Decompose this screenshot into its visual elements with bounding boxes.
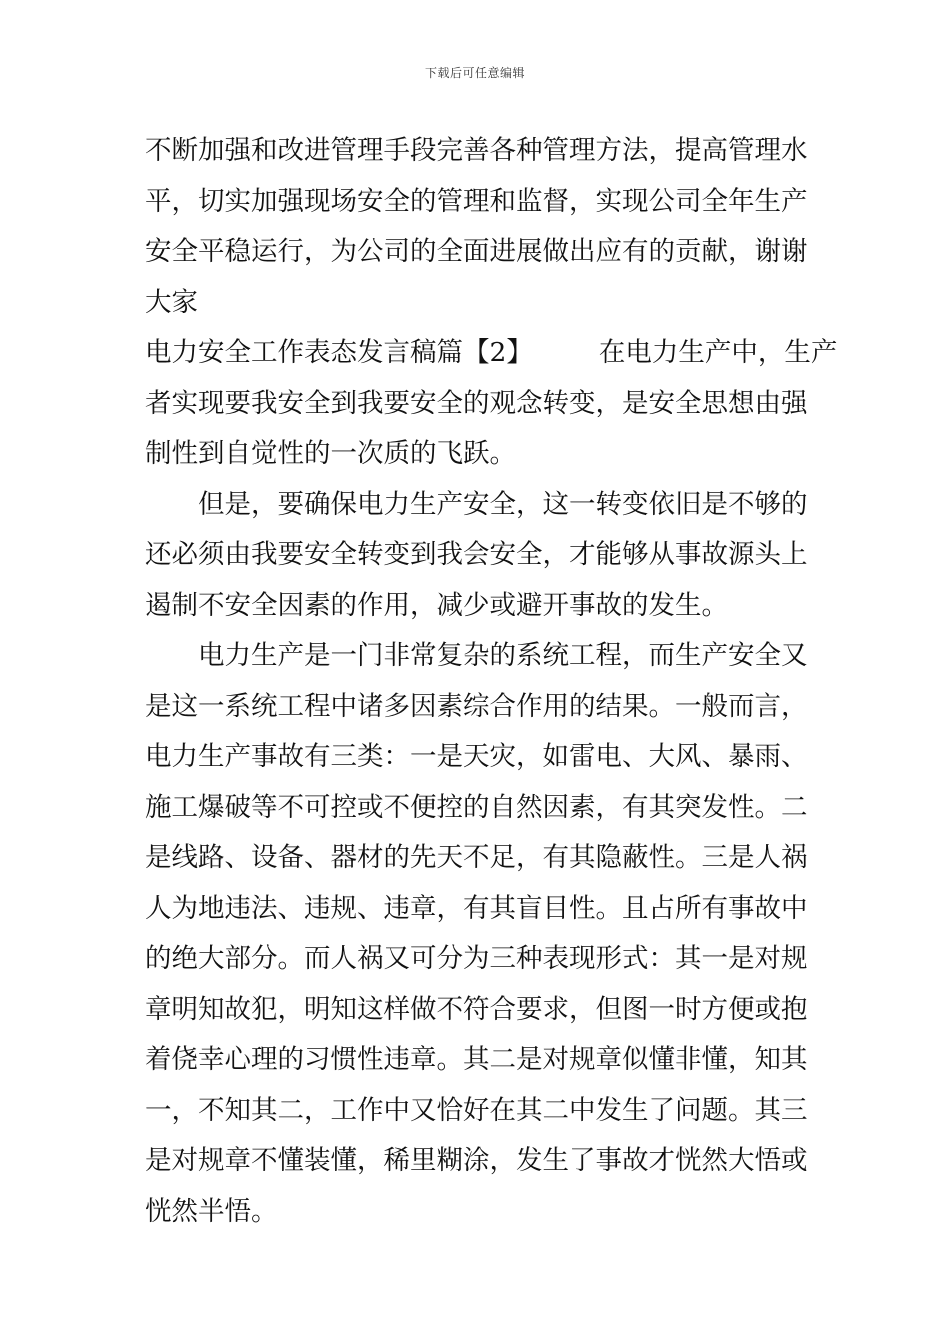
text-line: 章明知故犯，明知这样做不符合要求，但图一时方便或抱 [145, 993, 808, 1025]
text-line: 不断加强和改进管理手段完善各种管理方法，提高管理水 [145, 135, 808, 166]
text-line: 是这一系统工程中诸多因素综合作用的结果。一般而言， [145, 690, 808, 722]
text-line: 人为地违法、违规、违章，有其盲目性。且占所有事故中 [145, 892, 808, 924]
paragraph-1 [145, 126, 810, 328]
section-heading-row [145, 328, 838, 379]
paragraph-2 [145, 328, 838, 480]
text-line: 还必须由我要安全转变到我会安全，才能够从事故源头上 [145, 539, 808, 570]
text-line: 大家 [145, 286, 198, 318]
text-line: 是线路、设备、器材的先天不足，有其隐蔽性。三是人祸 [145, 842, 808, 873]
text-line: 电力生产是一门非常复杂的系统工程，而生产安全又 [198, 640, 808, 671]
text-line: 安全平稳运行，为公司的全面进展做出应有的贡献，谢谢 [145, 236, 808, 267]
text-line: 电力生产事故有三类：一是天灾，如雷电、大风、暴雨、 [145, 741, 808, 772]
text-line: 施工爆破等不可控或不便控的自然因素，有其突发性。二 [145, 791, 808, 823]
text-line: 制性到自觉性的一次质的飞跃。 [145, 438, 516, 469]
section-title: 电力安全工作表态发言稿篇【2】 [145, 337, 533, 368]
paragraph-3 [145, 480, 810, 632]
text-line: 的绝大部分。而人祸又可分为三种表现形式：其一是对规 [145, 943, 808, 974]
text-line: 但是，要确保电力生产安全，这一转变依旧是不够的 [198, 488, 808, 520]
text-line: 遏制不安全因素的作用，减少或避开事故的发生。 [145, 589, 728, 621]
text-line: 是对规章不懂装懂，稀里糊涂，发生了事故才恍然大悟或 [145, 1145, 808, 1176]
text-line: 在电力生产中，生产 [598, 337, 838, 368]
text-line: 平，切实加强现场安全的管理和监督，实现公司全年生产 [145, 185, 808, 217]
document-body [145, 126, 838, 1237]
paragraph-4 [145, 631, 810, 1237]
page-header: 下载后可任意编辑 [424, 66, 525, 80]
text-line: 者实现要我安全到我要安全的观念转变，是安全思想由强 [145, 387, 808, 419]
text-line: 着侥幸心理的习惯性违章。其二是对规章似懂非懂，知其 [145, 1044, 808, 1075]
text-line: 一，不知其二，工作中又恰好在其二中发生了问题。其三 [145, 1094, 808, 1126]
text-line: 恍然半悟。 [145, 1195, 278, 1227]
